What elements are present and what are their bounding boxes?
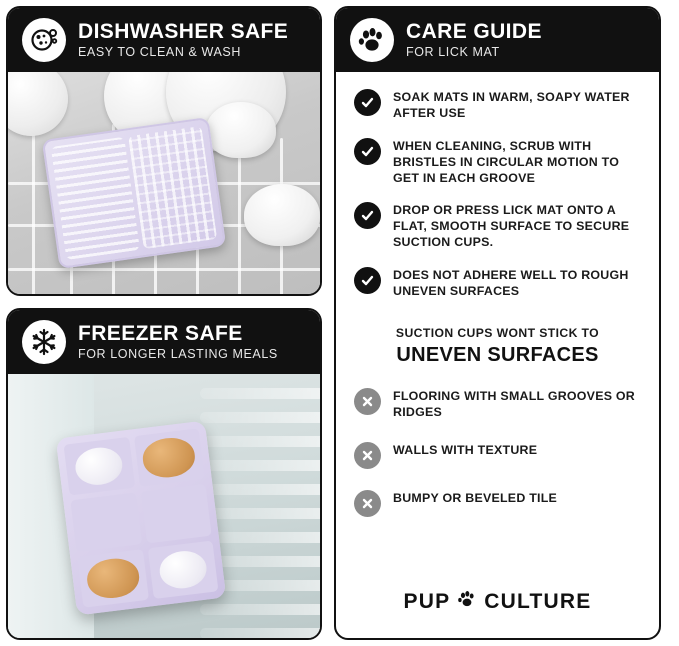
left-column xyxy=(6,6,322,640)
care-tip-text: SOAK MATS IN WARM, SOAPY WATER AFTER USE xyxy=(393,90,630,120)
dishwasher-card-title: DISHWASHER SAFE xyxy=(78,20,289,44)
brand-word-right: CULTURE xyxy=(484,589,592,613)
unsuitable-surface-text: BUMPY OR BEVELED TILE xyxy=(393,490,558,505)
care-tip-list xyxy=(354,88,641,300)
dishwasher-safe-card xyxy=(6,6,322,296)
care-tip-text: DROP OR PRESS LICK MAT ONTO A FLAT, SMOOTH SURFACE TO SECURE SUCTION CUPS. xyxy=(393,203,630,250)
unsuitable-surface-text: FLOORING WITH SMALL GROOVES OR RIDGES xyxy=(393,388,636,419)
x-icon xyxy=(354,442,381,469)
freezer-photo xyxy=(8,374,320,640)
list-item xyxy=(354,441,641,469)
list-item xyxy=(354,489,641,517)
x-icon xyxy=(354,490,381,517)
freezer-safe-card xyxy=(6,308,322,640)
lick-mat-freezer xyxy=(56,420,227,615)
snowflake-icon xyxy=(22,320,66,364)
list-item xyxy=(354,387,641,421)
uneven-surfaces-callout xyxy=(354,326,641,367)
freezer-card-title: FREEZER SAFE xyxy=(78,321,243,345)
paw-icon xyxy=(457,589,477,614)
care-guide-body xyxy=(336,72,659,638)
unsuitable-surface-text: WALLS WITH TEXTURE xyxy=(393,442,538,457)
dishwasher-card-header xyxy=(8,8,320,72)
brand-logo xyxy=(354,589,641,628)
check-icon xyxy=(354,202,381,229)
list-item xyxy=(354,201,641,251)
care-guide-heading-group xyxy=(406,21,542,59)
list-item xyxy=(354,266,641,300)
care-guide-title: CARE GUIDE xyxy=(406,20,542,44)
brand-word-left: PUP xyxy=(403,589,451,613)
uneven-surfaces-line1: SUCTION CUPS WONT STICK TO xyxy=(395,325,600,340)
care-tip-text: DOES NOT ADHERE WELL TO ROUGH UNEVEN SURFACES xyxy=(393,268,629,298)
check-icon xyxy=(354,138,381,165)
unsuitable-surface-list xyxy=(354,387,641,517)
dishwasher-card-heading-group xyxy=(78,21,288,59)
x-icon xyxy=(354,388,381,415)
care-guide-header xyxy=(336,8,659,72)
lick-mat-dishwasher xyxy=(42,117,226,269)
care-guide-card xyxy=(334,6,661,640)
dishwasher-photo xyxy=(8,72,320,296)
bubbles-icon xyxy=(22,18,66,62)
freezer-card-subtitle: FOR LONGER LASTING MEALS xyxy=(78,346,278,361)
check-icon xyxy=(354,267,381,294)
right-column xyxy=(334,6,661,640)
check-icon xyxy=(354,89,381,116)
care-guide-subtitle: FOR LICK MAT xyxy=(406,44,500,59)
freezer-card-header xyxy=(8,310,320,374)
paw-icon xyxy=(350,18,394,62)
freezer-card-heading-group xyxy=(78,323,278,361)
list-item xyxy=(354,88,641,122)
dishwasher-card-subtitle: EASY TO CLEAN & WASH xyxy=(78,44,241,59)
list-item xyxy=(354,137,641,187)
uneven-surfaces-line2: UNEVEN SURFACES xyxy=(396,343,599,366)
care-tip-text: WHEN CLEANING, SCRUB WITH BRISTLES IN CIRCULAR MOTION TO GET IN EACH GROOVE xyxy=(393,138,620,185)
